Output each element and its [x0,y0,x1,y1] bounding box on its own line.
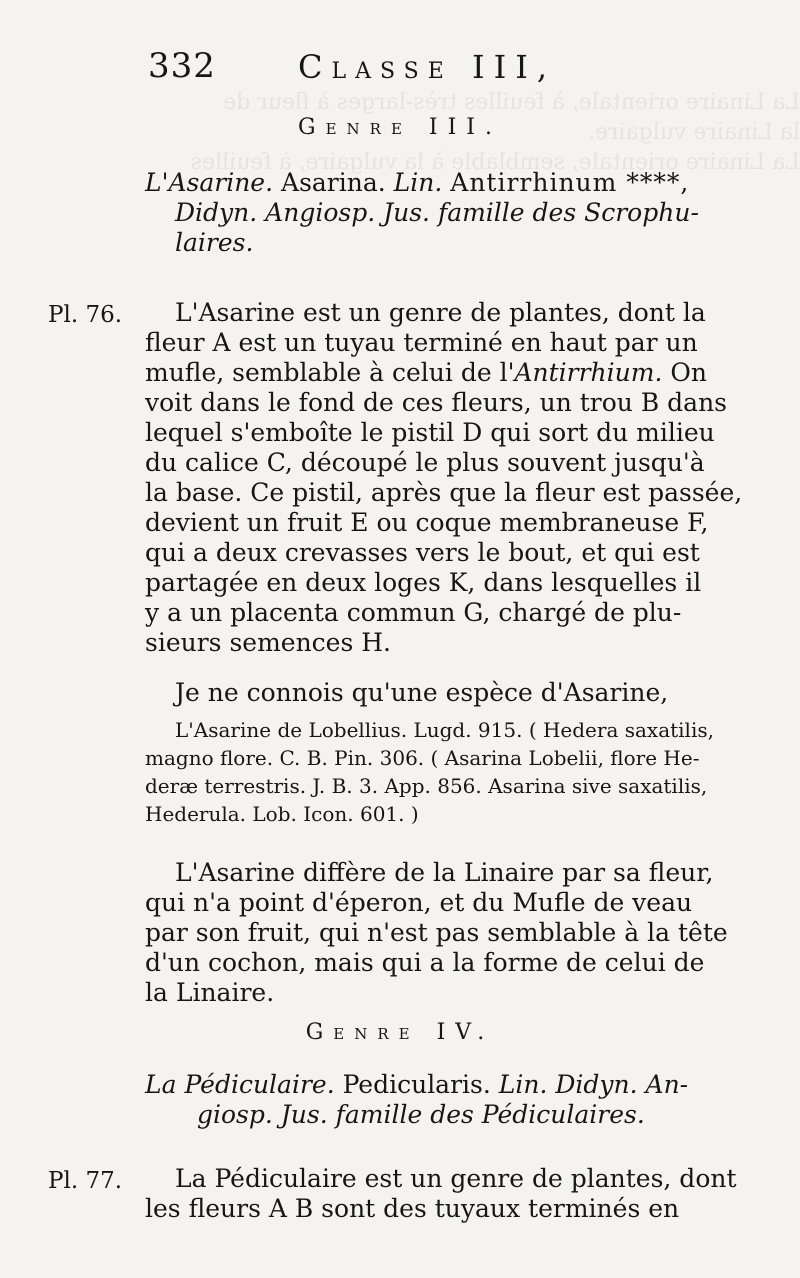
genre-4-latin: Pedicularis. [342,1070,491,1099]
genre-3-heading: Genre III. [298,115,502,140]
species-reference: L'Asarine de Lobellius. Lugd. 915. ( Hedera saxatilis, magno flore. C. B. Pin. 306. ( Asarina Lobelii, flore He- deræ terrestris. J. B. 3. App. 856. Asarina sive saxatilis, Hederula. Lob. Icon. 601. ) [145,718,714,826]
species-intro: Je ne connois qu'une espèce d'Asarine, [175,678,669,707]
genre-3-synonym: Antirrhinum ****, [450,168,690,197]
page-header [148,46,768,90]
genre-3-latin: Asarina. [281,168,386,197]
plate-ref-76: Pl. 76. [48,302,123,328]
plate-ref-77: Pl. 77. [48,1168,123,1194]
running-head: Classe III, [298,48,557,86]
genre-3-classification: Didyn. Angiosp. Jus. famille des Scrophu- [175,198,699,227]
genre-3-name: L'Asarine. [145,168,274,197]
genre-4-classification: Lin. Didyn. An- [498,1070,689,1099]
show-through-text: La Linaire orientale, à feuilles très-larges à fleur de la Linaire vulgaire. La Linaire orientale, semblable à la vulgaire, à feuilles [190,90,800,175]
genre-4-classification-cont: giosp. Jus. famille des Pédiculaires. [197,1100,645,1129]
genre-3-author: Lin. [393,168,443,197]
genre-4-title [145,1070,760,1130]
genre-3-title [145,168,760,258]
genre-3-classification-cont: laires. [175,228,254,257]
genre-4-description: La Pédiculaire est un genre de plantes, dont les fleurs A B sont des tuyaux terminés en [145,1164,737,1223]
genre-3-difference: L'Asarine diffère de la Linaire par sa fleur, qui n'a point d'éperon, et du Mufle de veau par son fruit, qui n'est pas semblable à la tête d'un cochon, mais qui a la forme de celui de la Linaire. [145,858,728,1007]
page-number: 332 [148,46,216,86]
genre-3-description: L'Asarine est un genre de plantes, dont la fleur A est un tuyau terminé en haut par un mufle, semblable à celui de l'Antirrhium. On voit dans le fond de ces fleurs, un trou B dans lequel s'emboîte le pistil D qui sort du milieu du calice C, découpé le plus souvent jusqu'à la base. Ce pistil, après que la fleur est passée, devient un fruit E ou coque membraneuse F, qui a deux crevasses vers le bout, et qui est partagée en deux loges K, dans lesquelles il y a un placenta commun G, chargé de plu- sieurs semences H. [145,298,743,657]
genre-4-name: La Pédiculaire. [145,1070,335,1099]
genre-4-heading: Genre IV. [305,1020,495,1045]
